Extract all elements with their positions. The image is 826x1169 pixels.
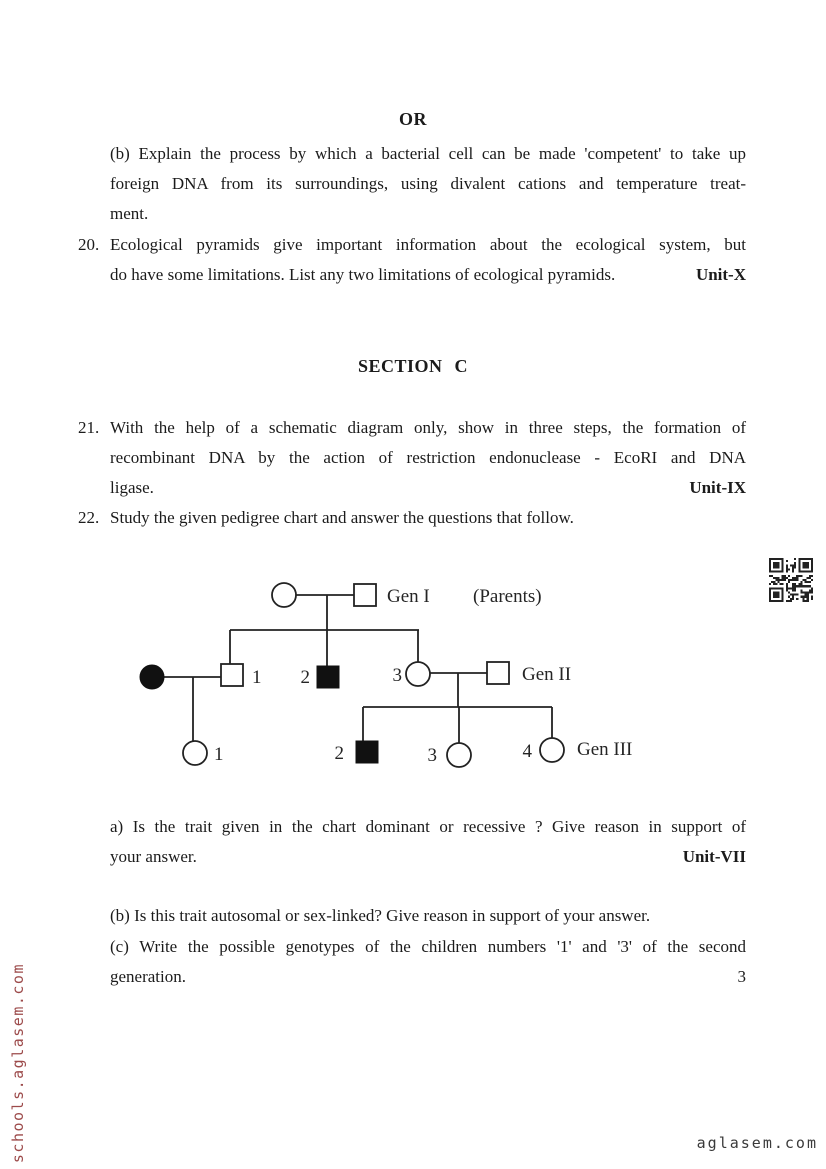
gen3-member2-affected-square <box>356 741 378 763</box>
footer-watermark: aglasem.com <box>696 1134 818 1152</box>
gen2-member2-affected-square <box>317 666 339 688</box>
text-line: Ecological pyramids give important information about the ecological system, but <box>110 235 746 254</box>
qr-code <box>769 557 813 603</box>
question-number: 22. <box>78 508 100 527</box>
gen3-member1-number: 1 <box>214 744 224 765</box>
side-watermark: schools.aglasem.com <box>9 963 27 1164</box>
gen3-member4-circle <box>540 738 564 762</box>
gen2-member3-circle <box>406 662 430 686</box>
text-line: With the help of a schematic diagram only, show in three steps, the formation of <box>110 418 746 437</box>
text-line: your answer. <box>110 847 197 866</box>
text-line: a) Is the trait given in the chart dominant or recessive ? Give reason in support of <box>110 817 746 836</box>
question-21 <box>78 413 746 503</box>
text-line: recombinant DNA by the action of restriction endonuclease - EcoRI and DNA <box>110 448 746 467</box>
gen2-member1-square <box>221 664 243 686</box>
text-line: generation. <box>110 967 186 986</box>
question-20 <box>78 230 746 290</box>
page-number: 3 <box>737 967 746 986</box>
unit-label: Unit-IX <box>689 478 746 497</box>
gen3-member2-number: 2 <box>334 743 344 764</box>
question-22c <box>110 932 746 992</box>
question-number: 21. <box>78 418 100 437</box>
text-line: (b) Is this trait autosomal or sex-linked? Give reason in support of your answer. <box>110 906 651 925</box>
text-line: do have some limitations. List any two limitations of ecological pyramids. <box>110 265 616 284</box>
text-line: Study the given pedigree chart and answer the questions that follow. <box>110 508 574 527</box>
text-line: foreign DNA from its surroundings, using divalent cations and temperature treat- <box>110 174 746 193</box>
gen3-member3-number: 3 <box>427 745 437 766</box>
section-c-heading: SECTION C <box>357 356 469 376</box>
question-number: 20. <box>78 235 100 254</box>
gen2-member3-number: 3 <box>392 665 402 686</box>
question-22a <box>110 812 746 872</box>
gen2-affected-female-circle <box>140 665 164 689</box>
gen2-member1-number: 1 <box>252 667 262 688</box>
question-22b <box>110 901 746 931</box>
pedigree-diagram <box>130 555 670 790</box>
pedigree-chart <box>130 555 670 790</box>
gen3-member3-circle <box>447 743 471 767</box>
gen2-member2-number: 2 <box>300 667 310 688</box>
unit-label: Unit-VII <box>682 847 746 866</box>
gen1-label: Gen I <box>387 586 430 607</box>
gen2-label: Gen II <box>522 664 572 685</box>
question-b-competent <box>110 139 746 229</box>
or-heading: OR <box>399 109 427 129</box>
text-line: (b) Explain the process by which a bacterial cell can be made 'competent' to take up <box>110 144 746 163</box>
gen2-spouse-square <box>487 662 509 684</box>
gen3-member1-circle <box>183 741 207 765</box>
text-line: ligase. <box>110 478 154 497</box>
text-line: ment. <box>110 204 149 223</box>
text-line: (c) Write the possible genotypes of the children numbers '1' and '3' of the second <box>110 937 746 956</box>
gen3-member4-number: 4 <box>522 741 532 762</box>
parents-label: (Parents) <box>473 586 542 607</box>
gen1-female-circle <box>272 583 296 607</box>
gen3-label: Gen III <box>577 739 633 760</box>
gen1-male-square <box>354 584 376 606</box>
unit-label: Unit-X <box>695 265 746 284</box>
question-22 <box>78 503 746 533</box>
qr-code-image <box>769 557 813 603</box>
